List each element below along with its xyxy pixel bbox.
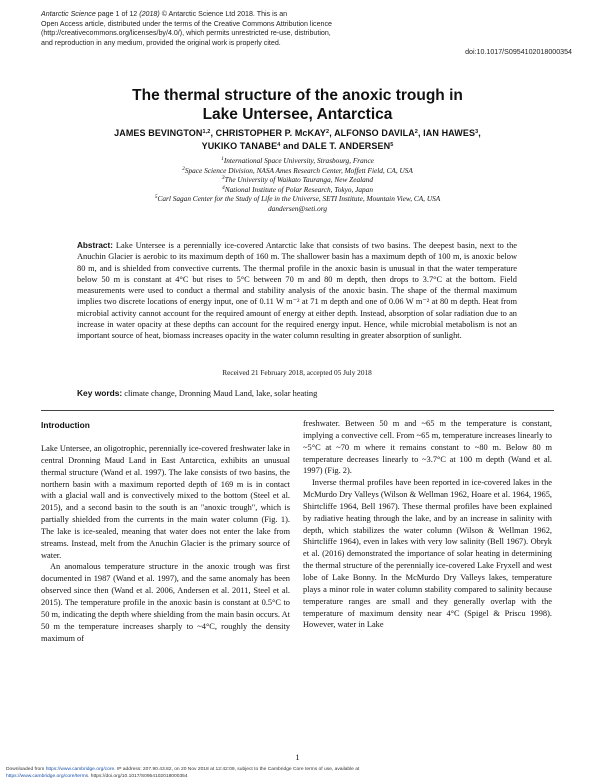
affiliation-text: International Space University, Strasbourg, France [223, 156, 374, 165]
running-header [41, 10, 572, 57]
author-affil-mark: 4 [277, 142, 281, 148]
title-line-2: Lake Untersee, Antarctica [202, 106, 393, 123]
author-affil-mark: 2 [414, 129, 418, 135]
affiliation-item [60, 185, 535, 195]
author-separator: , [210, 128, 216, 138]
footer-line-1 [6, 766, 591, 773]
body-paragraph: Lake Untersee, an oligotrophic, perennially ice-covered freshwater lake in central Dronning Maud Land in East Antarctica, exhibits an unusual thermal structure (Wand et al. 1997). The lake consists of two basins, the northern basin with a maximum reported depth of 169 m is in contact with a glacial wall and is convectively mixed to the bottom (Steel et al. 2015), and a second basin to the south is an "anoxic trough", which is partially shielded from the currents in the main water column (Fig. 1). The lake is ice-sealed, meaning that water does not enter the lake from streams. Instead, melt from the Anuchin Glacier is the primary source of water. [41, 444, 290, 560]
header-line-1 [41, 10, 572, 20]
abstract-label: Abstract: [77, 241, 113, 250]
author-separator: , [417, 128, 424, 138]
affiliation-text: Carl Sagan Center for the Study of Life in the Universe, SETI Institute, Mountain View, CA, USA [157, 194, 441, 204]
page-info: page 1 of 12 [97, 10, 138, 18]
affiliation-number: 4 [222, 184, 225, 191]
license-line-2: (http://creativecommons.org/licenses/by/4.0/), which permits unrestricted re-use, distribution, [41, 29, 331, 38]
author-list [60, 127, 535, 153]
abstract-text: Lake Untersee is a perennially ice-covered Antarctic lake that consists of two basins. The deepest basin, next to the Anuchin Glacier is aerobic to its maximum depth of 160 m. The shallower basin has a maximum depth of 100 m, is anoxic below 80 m, and is shielded from convective currents. The thermal profile in the anoxic basin is unusual in that the water temperature below 50 m is constant at 4°C but rises to 5°C between 70 m and 80 m depth, then drops to 3.7°C at the bottom. Field measurements were used to conduct a thermal and stability analysis of the anoxic basin. The shape of the thermal maximum implies two discrete locations of energy input, one of 0.11 W m⁻² at 71 m depth and one of 0.06 W m⁻² at 80 m depth. Heat from microbial activity cannot account for the required amount of energy at either depth. Instead, absorption of solar radiation due to an increase in water opacity at these depths can account for the required energy input. Hence, while microbial metabolism is not an important source of heat, biomass increases opacity in the water column resulting in greater absorption of sunlight. [77, 241, 517, 341]
author-affil-mark: 2 [326, 129, 330, 135]
author-name: CHRISTOPHER P. McKAY [215, 128, 327, 138]
affiliation-item [60, 166, 535, 176]
received-dates: Received 21 February 2018, accepted 05 July 2018 [222, 368, 372, 377]
license-line-1: Open Access article, distributed under the terms of the Creative Commons Attribution licence [41, 19, 332, 28]
article-title [60, 86, 535, 124]
author-affil-mark: 3 [475, 129, 479, 135]
footer-text: Downloaded from [6, 767, 46, 772]
keywords [77, 388, 517, 398]
doi-link[interactable]: doi:10.1017/S0954102018000354 [465, 48, 572, 57]
footer-link[interactable]: https://www.cambridge.org/core [45, 767, 115, 772]
download-footer [6, 766, 591, 780]
footer-line-2 [6, 773, 591, 780]
body-paragraph: An anomalous temperature structure in the anoxic trough was first documented in 1987 (Wand et al. 1997), and the same anomaly has been observed since then (Wand et al. 2006, Andersen et al. 2011, Steel et al. 2015). The temperature profile in the anoxic basin is constant at 0.5°C to 50 m, indicating the depth where shielding from the main basin occurs. At 50 m the temperature increases sharply to ~4°C, roughly the density maximum of [41, 562, 290, 643]
body-column-left [41, 420, 290, 644]
affiliations [60, 156, 535, 214]
author-name: YUKIKO TANABE [201, 141, 278, 151]
affiliation-number: 3 [221, 175, 225, 182]
author-separator: , [329, 128, 335, 138]
copyright-notice: © Antarctic Science Ltd 2018. This is an [161, 10, 288, 18]
author-line-2 [60, 140, 535, 153]
contact-email[interactable]: dandersen@seti.org [268, 203, 327, 213]
keywords-text: climate change, Dronning Maud Land, lake, solar heating [124, 389, 318, 398]
abstract [77, 240, 517, 342]
author-conjunction: and [280, 141, 302, 151]
affiliation-text: The University of Waikato Tauranga, New Zealand [224, 175, 374, 185]
affiliation-text: National Institute of Polar Research, Tokyo, Japan [224, 184, 373, 194]
author-name: JAMES BEVINGTON [114, 128, 203, 138]
section-divider [41, 410, 554, 411]
affiliation-item [60, 175, 535, 185]
footer-text: . https://doi.org/10.1017/S0954102018000354 [88, 774, 188, 779]
section-heading-introduction: Introduction [41, 420, 90, 430]
license-line-3: and reproduction in any medium, provided the original work is properly cited. [41, 38, 281, 47]
author-affil-mark: 5 [390, 142, 394, 148]
author-name: DALE T. ANDERSEN [301, 141, 391, 151]
title-line-1: The thermal structure of the anoxic trough in [132, 87, 463, 104]
author-affil-mark: 1,2 [202, 129, 211, 135]
author-name: IAN HAWES [423, 128, 476, 138]
affiliation-item [60, 194, 535, 204]
body-paragraph: Inverse thermal profiles have been reported in ice-covered lakes in the McMurdo Dry Valleys (Wilson & Wellman 1962, Hoare et al. 1964, 1965, Shirtcliffe 1964, Bell 1967). These thermal profiles have been explained by radiative heating through the lake, and by an increase in salinity with depth, which stabilizes the water column (Wilson & Wellman 1962, Shirtcliffe 1964), even in lakes with very low salinity (Bell 1967). Obryk et al. (2016) demonstrated the importance of solar heating in determining the thermal structure of the perennially ice-covered Lake Fryxell and west lobe of Lake Bonny. In the McMurdo Dry Valleys lakes, temperature plays a minor role in water column stability compared to salinity because temperature ranges are small and they generally overlap with the temperature of maximum density near 4°C (Spigel & Priscu 1998). However, water in Lake [303, 478, 552, 630]
affiliation-item [60, 156, 535, 166]
journal-name: Antarctic Science [41, 10, 96, 18]
footer-link[interactable]: https://www.cambridge.org/core/terms [6, 774, 89, 779]
author-name: ALFONSO DAVILA [334, 128, 415, 138]
affiliation-text: Space Science Division, NASA Ames Research Center, Moffett Field, CA, USA [184, 165, 413, 175]
author-line-1: JAMES BEVINGTON$^{1,2}$, CHRISTOPHER P. McKAY$^2$, ALFONSO DAVILA$^2$, IAN HAWES$^3$, [114, 128, 481, 138]
page-number: 1 [295, 752, 300, 762]
header-year: (2018) [139, 10, 160, 18]
body-paragraph: freshwater. Between 50 m and ~65 m the temperature is constant, implying a convective cell. From ~65 m, temperature increases linearly to ~5°C at ~70 m where it remains constant to ~80 m. Below 80 m temperature decreases linearly to ~3.7°C at 100 m depth (Wand et al. 1997) (Fig. 2). [303, 419, 552, 476]
affiliation-number: 2 [182, 165, 185, 172]
body-column-right [303, 418, 552, 631]
keywords-label: Key words: [77, 388, 123, 398]
affiliation-number: 1 [221, 156, 224, 162]
affiliation-number: 5 [154, 194, 158, 201]
footer-text: . IP address: 207.90.43.82, on 20 Nov 2018 at 12:42:09, subject to the Cambridge Core terms of use, available at [114, 767, 360, 772]
